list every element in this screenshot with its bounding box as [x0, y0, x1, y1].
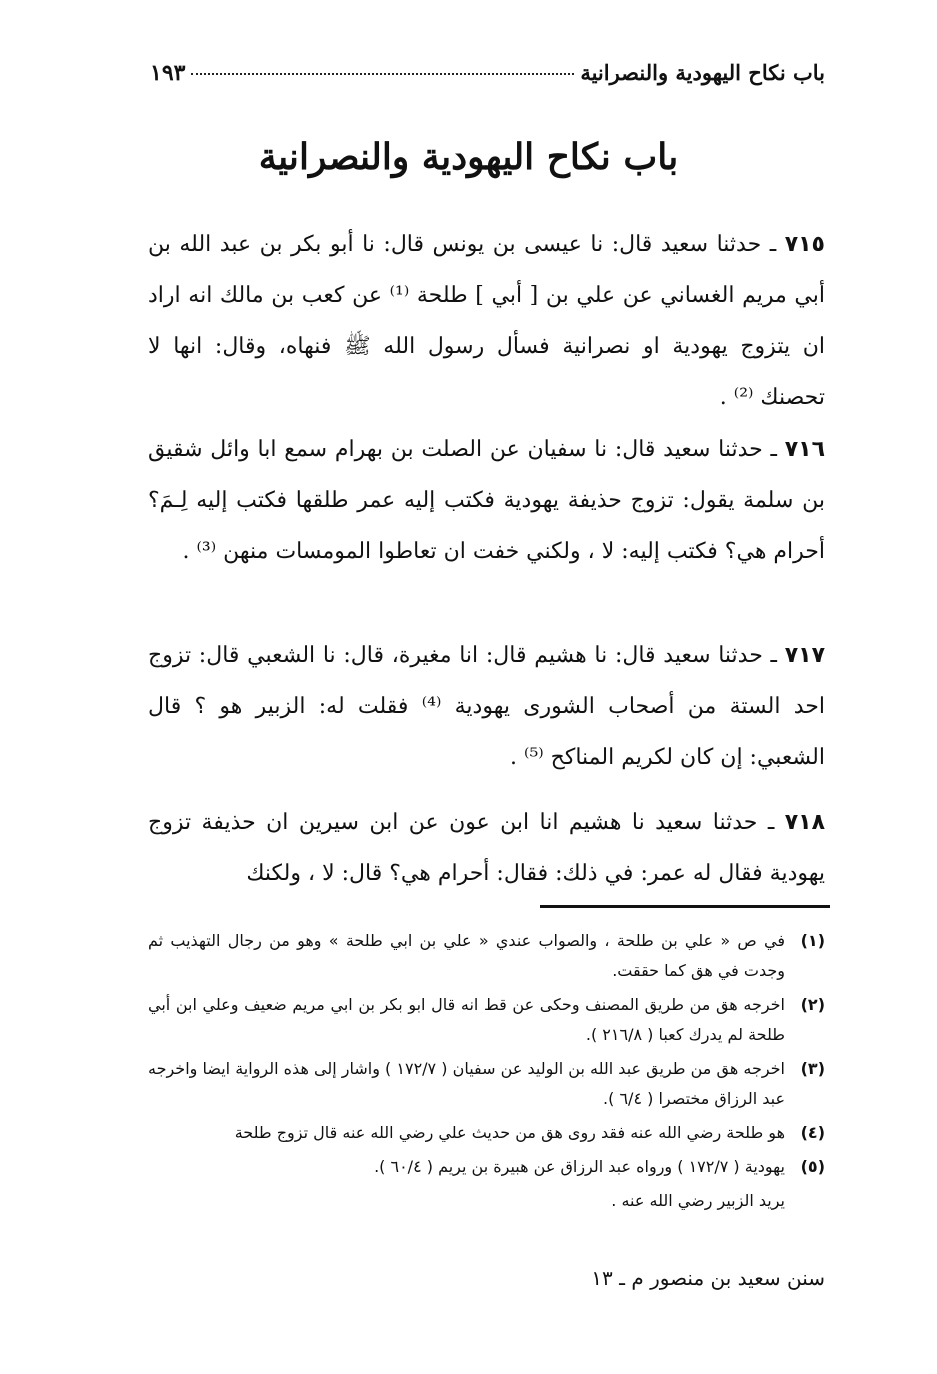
chapter-title: باب نكاح اليهودية والنصرانية	[258, 136, 679, 178]
running-head	[150, 60, 825, 86]
footnote-number: (٣)	[800, 1059, 825, 1078]
footnote-text: هو طلحة رضي الله عنه فقد روى هق من حديث علي رضي الله عنه قال تزوج طلحة	[234, 1123, 785, 1142]
hadith-number: ٧١٦	[784, 437, 826, 462]
hadith-text: ـ حدثنا سعيد قال: نا سفيان عن الصلت بن بهرام سمع ابا وائل شقيق بن سلمة يقول: تزوج حذيفة يهودية فكتب إليه عمر طلقها فكتب إليه لِـمَ؟ أحرام هي؟ فكتب إليه: لا ، ولكني خفت ان تعاطوا المومسات منهن ⁽³⁾ .	[148, 437, 825, 564]
hadith-text: ـ حدثنا سعيد قال: نا عيسى بن يونس قال: نا أبو بكر بن عبد الله بن أبي مريم الغساني عن علي بن [ أبي ] طلحة ⁽¹⁾ عن كعب بن مالك انه اراد ان يتزوج يهودية او نصرانية فسأل رسول الله ﷺ فنهاه، وقال: انها لا تحصنك ⁽²⁾ .	[148, 232, 825, 410]
footnote-number: (٤)	[800, 1123, 825, 1142]
hadith-715	[148, 219, 825, 423]
hadith-text: ـ حدثنا سعيد قال: نا هشيم قال: انا مغيرة، قال: نا الشعبي قال: تزوج احد الستة من أصحاب الشورى يهودية ⁽⁴⁾ فقلت له: الزبير هو ؟ قال الشعبي: إن كان لكريم المناكح ⁽⁵⁾ .	[148, 643, 825, 770]
hadith-number: ٧١٧	[784, 643, 826, 668]
hadith-718	[148, 797, 825, 899]
footnotes	[148, 926, 825, 1216]
hadith-717	[148, 630, 825, 783]
footnote-text: اخرجه هق من طريق المصنف وحكى عن قط انه قال ابو بكر بن ابي مريم ضعيف وعلي ابن أبي طلحة لم يدرك كعبا ( ٢١٦/٨ ).	[148, 995, 785, 1044]
hadith-number: ٧١٨	[784, 810, 826, 835]
footnote-text: في ص « علي بن طلحة ، والصواب عندي « علي بن ابي طلحة » وهو من رجال التهذيب ثم وجدت في هق كما حققت.	[148, 931, 785, 980]
footnote-divider	[540, 905, 830, 908]
footnote-text: يهودية ( ١٧٢/٧ ) ورواه عبد الرزاق عن هبيرة بن يريم ( ٦٠/٤ ).	[374, 1157, 785, 1176]
footnote-1	[148, 926, 825, 986]
hadith-text: ـ حدثنا سعيد نا هشيم انا ابن عون عن ابن سيرين ان حذيفة تزوج يهودية فقال له عمر: في ذلك: فقال: أحرام هي؟ قال: لا ، ولكنك	[148, 810, 825, 886]
running-head-leader-dots	[191, 73, 574, 75]
footnote-text: اخرجه هق من طريق عبد الله بن الوليد عن سفيان ( ١٧٢/٧ ) واشار إلى هذه الرواية ايضا واخرجه عبد الرزاق مختصرا ( ٦/٤ ).	[148, 1059, 785, 1108]
footnote-number: (٢)	[800, 995, 825, 1014]
footnote-number: (٥)	[800, 1157, 825, 1176]
hadith-number: ٧١٥	[784, 232, 825, 257]
hadith-716	[148, 424, 825, 577]
footnote-2	[148, 990, 825, 1050]
footnote-4	[148, 1118, 825, 1148]
page-number: ١٩٣	[150, 60, 186, 86]
footnote-3	[148, 1054, 825, 1114]
footnote-number: (١)	[800, 931, 825, 950]
footnote-5	[148, 1152, 825, 1182]
footnote-tail: يريد الزبير رضي الله عنه .	[611, 1191, 785, 1210]
printer-signature: سنن سعيد بن منصور م ـ ١٣	[591, 1266, 825, 1290]
running-head-title: باب نكاح اليهودية والنصرانية	[580, 60, 825, 85]
